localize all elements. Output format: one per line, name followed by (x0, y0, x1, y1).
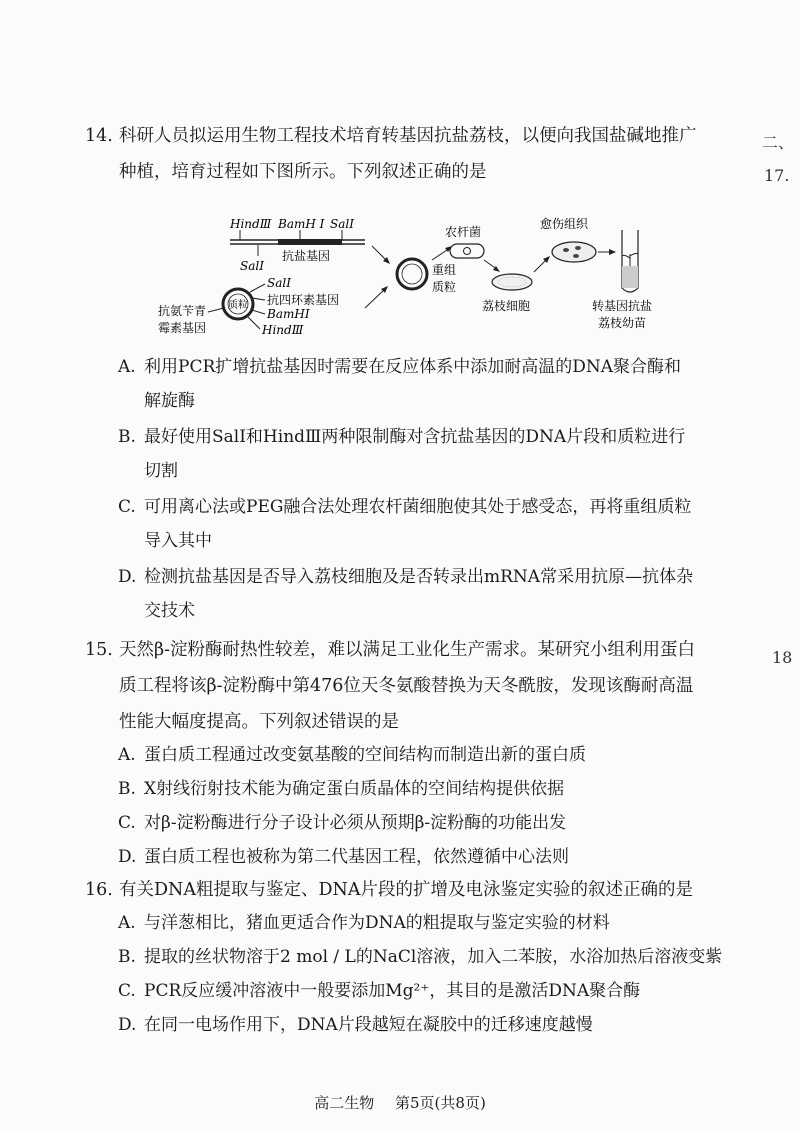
tetracycline-gene-label: 抗四环素基因 (267, 293, 340, 307)
stem-line: 性能大幅度提高。下列叙述错误的是 (119, 712, 399, 732)
option-label: B. (118, 427, 136, 447)
question-16-stem (85, 872, 725, 908)
option-text: 蛋白质工程也被称为第二代基因工程，依然遵循中心法则 (144, 847, 569, 867)
option-text: X射线衍射技术能为确定蛋白质晶体的空间结构提供依据 (144, 779, 565, 799)
option-text: 最好使用SalⅠ和HindⅢ两种限制酶对含抗盐基因的DNA片段和质粒进行 (144, 427, 686, 447)
seedling-label-2: 荔枝幼苗 (598, 316, 647, 330)
option-label: D. (118, 567, 137, 587)
site-label-sali: SalⅠ (330, 217, 354, 231)
plasmid-hindiii-label: HindⅢ (262, 323, 304, 337)
option-text: PCR反应缓冲溶液中一般要添加Mg²⁺，其目的是激活DNA聚合酶 (144, 981, 641, 1001)
q14-option-c[interactable] (118, 490, 730, 558)
q14-option-d[interactable] (118, 560, 730, 628)
option-label: D. (118, 847, 137, 867)
option-label: B. (118, 779, 136, 799)
option-label: C. (118, 981, 136, 1001)
q16-option-c[interactable] (118, 974, 730, 1008)
recombinant-plasmid (397, 259, 427, 289)
question-number: 15. (85, 640, 113, 660)
plasmid-sali-label: SalⅠ (267, 276, 291, 290)
q16-option-b[interactable] (118, 940, 730, 974)
option-text: 蛋白质工程通过改变氨基酸的空间结构而制造出新的蛋白质 (144, 745, 586, 765)
recombinant-label-2: 质粒 (432, 280, 457, 294)
question-14-stem (85, 118, 725, 190)
option-text: 检测抗盐基因是否导入荔枝细胞及是否转录出mRNA常采用抗原—抗体杂 (144, 567, 694, 587)
site-label-hindiii: HindⅢ (230, 217, 272, 231)
genetic-engineering-diagram (150, 212, 710, 352)
callus-label: 愈伤组织 (540, 217, 589, 231)
option-text: 对β-淀粉酶进行分子设计必须从预期β-淀粉酶的功能出发 (144, 813, 567, 833)
option-text: 提取的丝状物溶于2 mol / L的NaCl溶液，加入二苯胺，水浴加热后溶液变紫 (144, 947, 723, 967)
option-text: 与洋葱相比，猪血更适合作为DNA的粗提取与鉴定实验的材料 (144, 913, 610, 933)
q15-option-b[interactable] (118, 772, 730, 806)
site-label-bamhi: BamH I (278, 217, 325, 231)
footer-page-number: 第5页(共8页) (395, 1094, 486, 1112)
page-footer (0, 1092, 800, 1113)
q15-option-a[interactable] (118, 738, 730, 772)
q15-option-c[interactable] (118, 806, 730, 840)
q15-option-d[interactable] (118, 840, 730, 874)
option-label: A. (118, 913, 136, 933)
salt-gene-label: 抗盐基因 (282, 249, 331, 263)
option-label: C. (118, 497, 136, 517)
agrobacterium-cell (450, 244, 484, 258)
option-label: A. (118, 357, 136, 377)
stem-line: 种植，培育过程如下图所示。下列叙述正确的是 (119, 162, 487, 182)
question-number: 16. (85, 880, 113, 900)
agrobacterium-label: 农杆菌 (445, 225, 482, 239)
margin-fragment-top: 二、 (762, 133, 795, 152)
q14-option-a[interactable] (118, 350, 730, 418)
question-15-stem (85, 632, 725, 740)
option-text: 利用PCR扩增抗盐基因时需要在反应体系中添加耐高温的DNA聚合酶和 (144, 357, 682, 377)
option-text-cont: 交技术 (144, 601, 195, 621)
plasmid-bamhi-label: BamHⅠ (267, 307, 310, 321)
q16-option-d[interactable] (118, 1008, 730, 1042)
ampicillin-gene-label-2: 霉素基因 (158, 321, 207, 335)
site-label-sali-bottom: SalⅠ (240, 259, 264, 273)
option-label: A. (118, 745, 136, 765)
option-text: 可用离心法或PEG融合法处理农杆菌细胞使其处于感受态，再将重组质粒 (144, 497, 692, 517)
option-text: 在同一电场作用下，DNA片段越短在凝胶中的迁移速度越慢 (144, 1015, 593, 1035)
stem-line: 天然β-淀粉酶耐热性较差，难以满足工业化生产需求。某研究小组利用蛋白 (119, 640, 696, 660)
seedling-tube (622, 230, 638, 292)
option-text-cont: 解旋酶 (144, 391, 195, 411)
callus-dish (552, 242, 596, 262)
ampicillin-gene-label-1: 抗氨苄青 (158, 304, 207, 318)
stem-line: 科研人员拟运用生物工程技术培育转基因抗盐荔枝，以便向我国盐碱地推广 (119, 126, 697, 146)
footer-subject: 高二生物 (314, 1094, 375, 1112)
recombinant-label-1: 重组 (432, 263, 457, 277)
margin-fragment-17: 17. (764, 166, 790, 185)
seedling-label-1: 转基因抗盐 (592, 299, 653, 313)
option-label: C. (118, 813, 136, 833)
question-number: 14. (85, 126, 113, 146)
option-text-cont: 导入其中 (144, 531, 212, 551)
option-label: D. (118, 1015, 137, 1035)
option-text-cont: 切割 (144, 461, 178, 481)
q14-option-b[interactable] (118, 420, 730, 488)
stem-line: 质工程将该β-淀粉酶中第476位天冬氨酸替换为天冬酰胺，发现该酶耐高温 (119, 676, 694, 696)
lychee-cells-label: 荔枝细胞 (482, 299, 531, 313)
option-label: B. (118, 947, 136, 967)
plasmid-label: 质粒 (228, 300, 248, 311)
margin-fragment-18: 18 (772, 648, 793, 667)
stem-line: 有关DNA粗提取与鉴定、DNA片段的扩增及电泳鉴定实验的叙述正确的是 (119, 880, 693, 900)
q16-option-a[interactable] (118, 906, 730, 940)
lychee-cell-dish (492, 274, 532, 290)
